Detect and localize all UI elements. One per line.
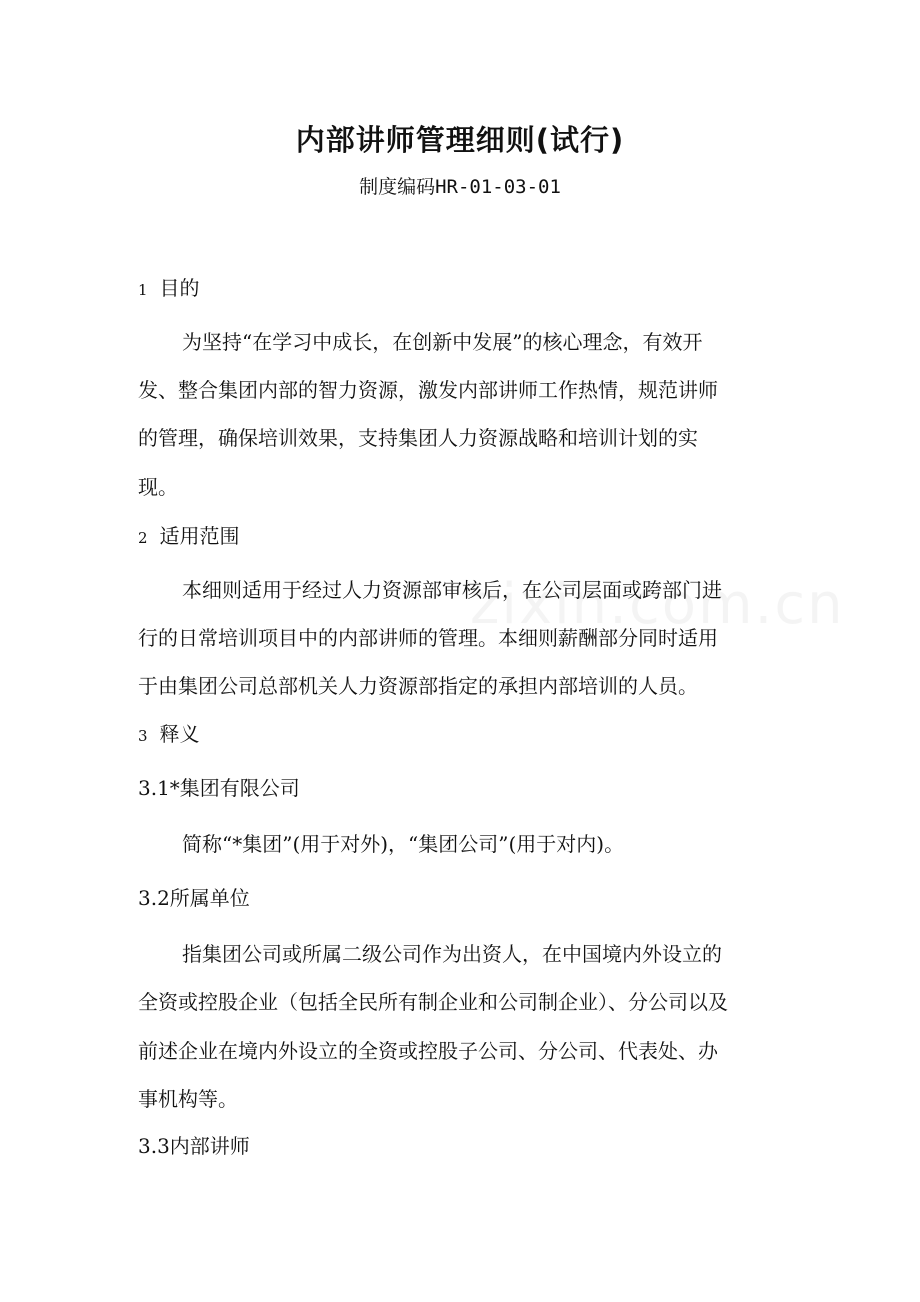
section-number: 1 — [138, 281, 148, 299]
subsection-heading-3-3: 3.3内部讲师 — [138, 1134, 250, 1158]
paragraph-line: 全资或控股企业（包括全民所有制企业和公司制企业）、分公司以及 — [138, 990, 728, 1014]
paragraph-line: 现。 — [138, 475, 178, 499]
paragraph-line: 为坚持“在学习中成长，在创新中发展”的核心理念，有效开 — [182, 330, 703, 354]
paragraph-line: 事机构等。 — [138, 1087, 238, 1111]
document-code — [0, 172, 920, 199]
document-code-label: 制度编码 — [359, 176, 436, 198]
section-title: 适用范围 — [159, 524, 240, 548]
paragraph-line: 前述企业在境内外设立的全资或控股子公司、分公司、代表处、办 — [138, 1039, 718, 1063]
document-title: 内部讲师管理细则(试行) — [295, 123, 625, 157]
document-code-value: HR-01-03-01 — [435, 176, 561, 198]
subsection-heading-3-2: 3.2所属单位 — [138, 886, 250, 910]
section-heading-2 — [138, 522, 240, 552]
section-title: 释义 — [159, 722, 200, 746]
section-title: 目的 — [159, 276, 200, 300]
subsection-heading-3-1: 3.1*集团有限公司 — [138, 776, 300, 800]
paragraph-line: 于由集团公司总部机关人力资源部指定的承担内部培训的人员。 — [138, 674, 698, 698]
paragraph-line: 指集团公司或所属二级公司作为出资人，在中国境内外设立的 — [182, 942, 722, 966]
paragraph-line: 本细则适用于经过人力资源部审核后，在公司层面或跨部门进 — [182, 578, 722, 602]
section-number: 3 — [138, 727, 148, 745]
paragraph-line: 发、整合集团内部的智力资源，激发内部讲师工作热情，规范讲师 — [138, 378, 718, 402]
section-heading-3 — [138, 720, 200, 750]
section-number: 2 — [138, 529, 148, 547]
paragraph-line: 简称“*集团”(用于对外)，“集团公司”(用于对内)。 — [182, 832, 625, 856]
paragraph-line: 的管理，确保培训效果，支持集团人力资源战略和培训计划的实 — [138, 426, 698, 450]
section-heading-1 — [138, 274, 200, 304]
paragraph-line: 行的日常培训项目中的内部讲师的管理。本细则薪酬部分同时适用 — [138, 626, 718, 650]
